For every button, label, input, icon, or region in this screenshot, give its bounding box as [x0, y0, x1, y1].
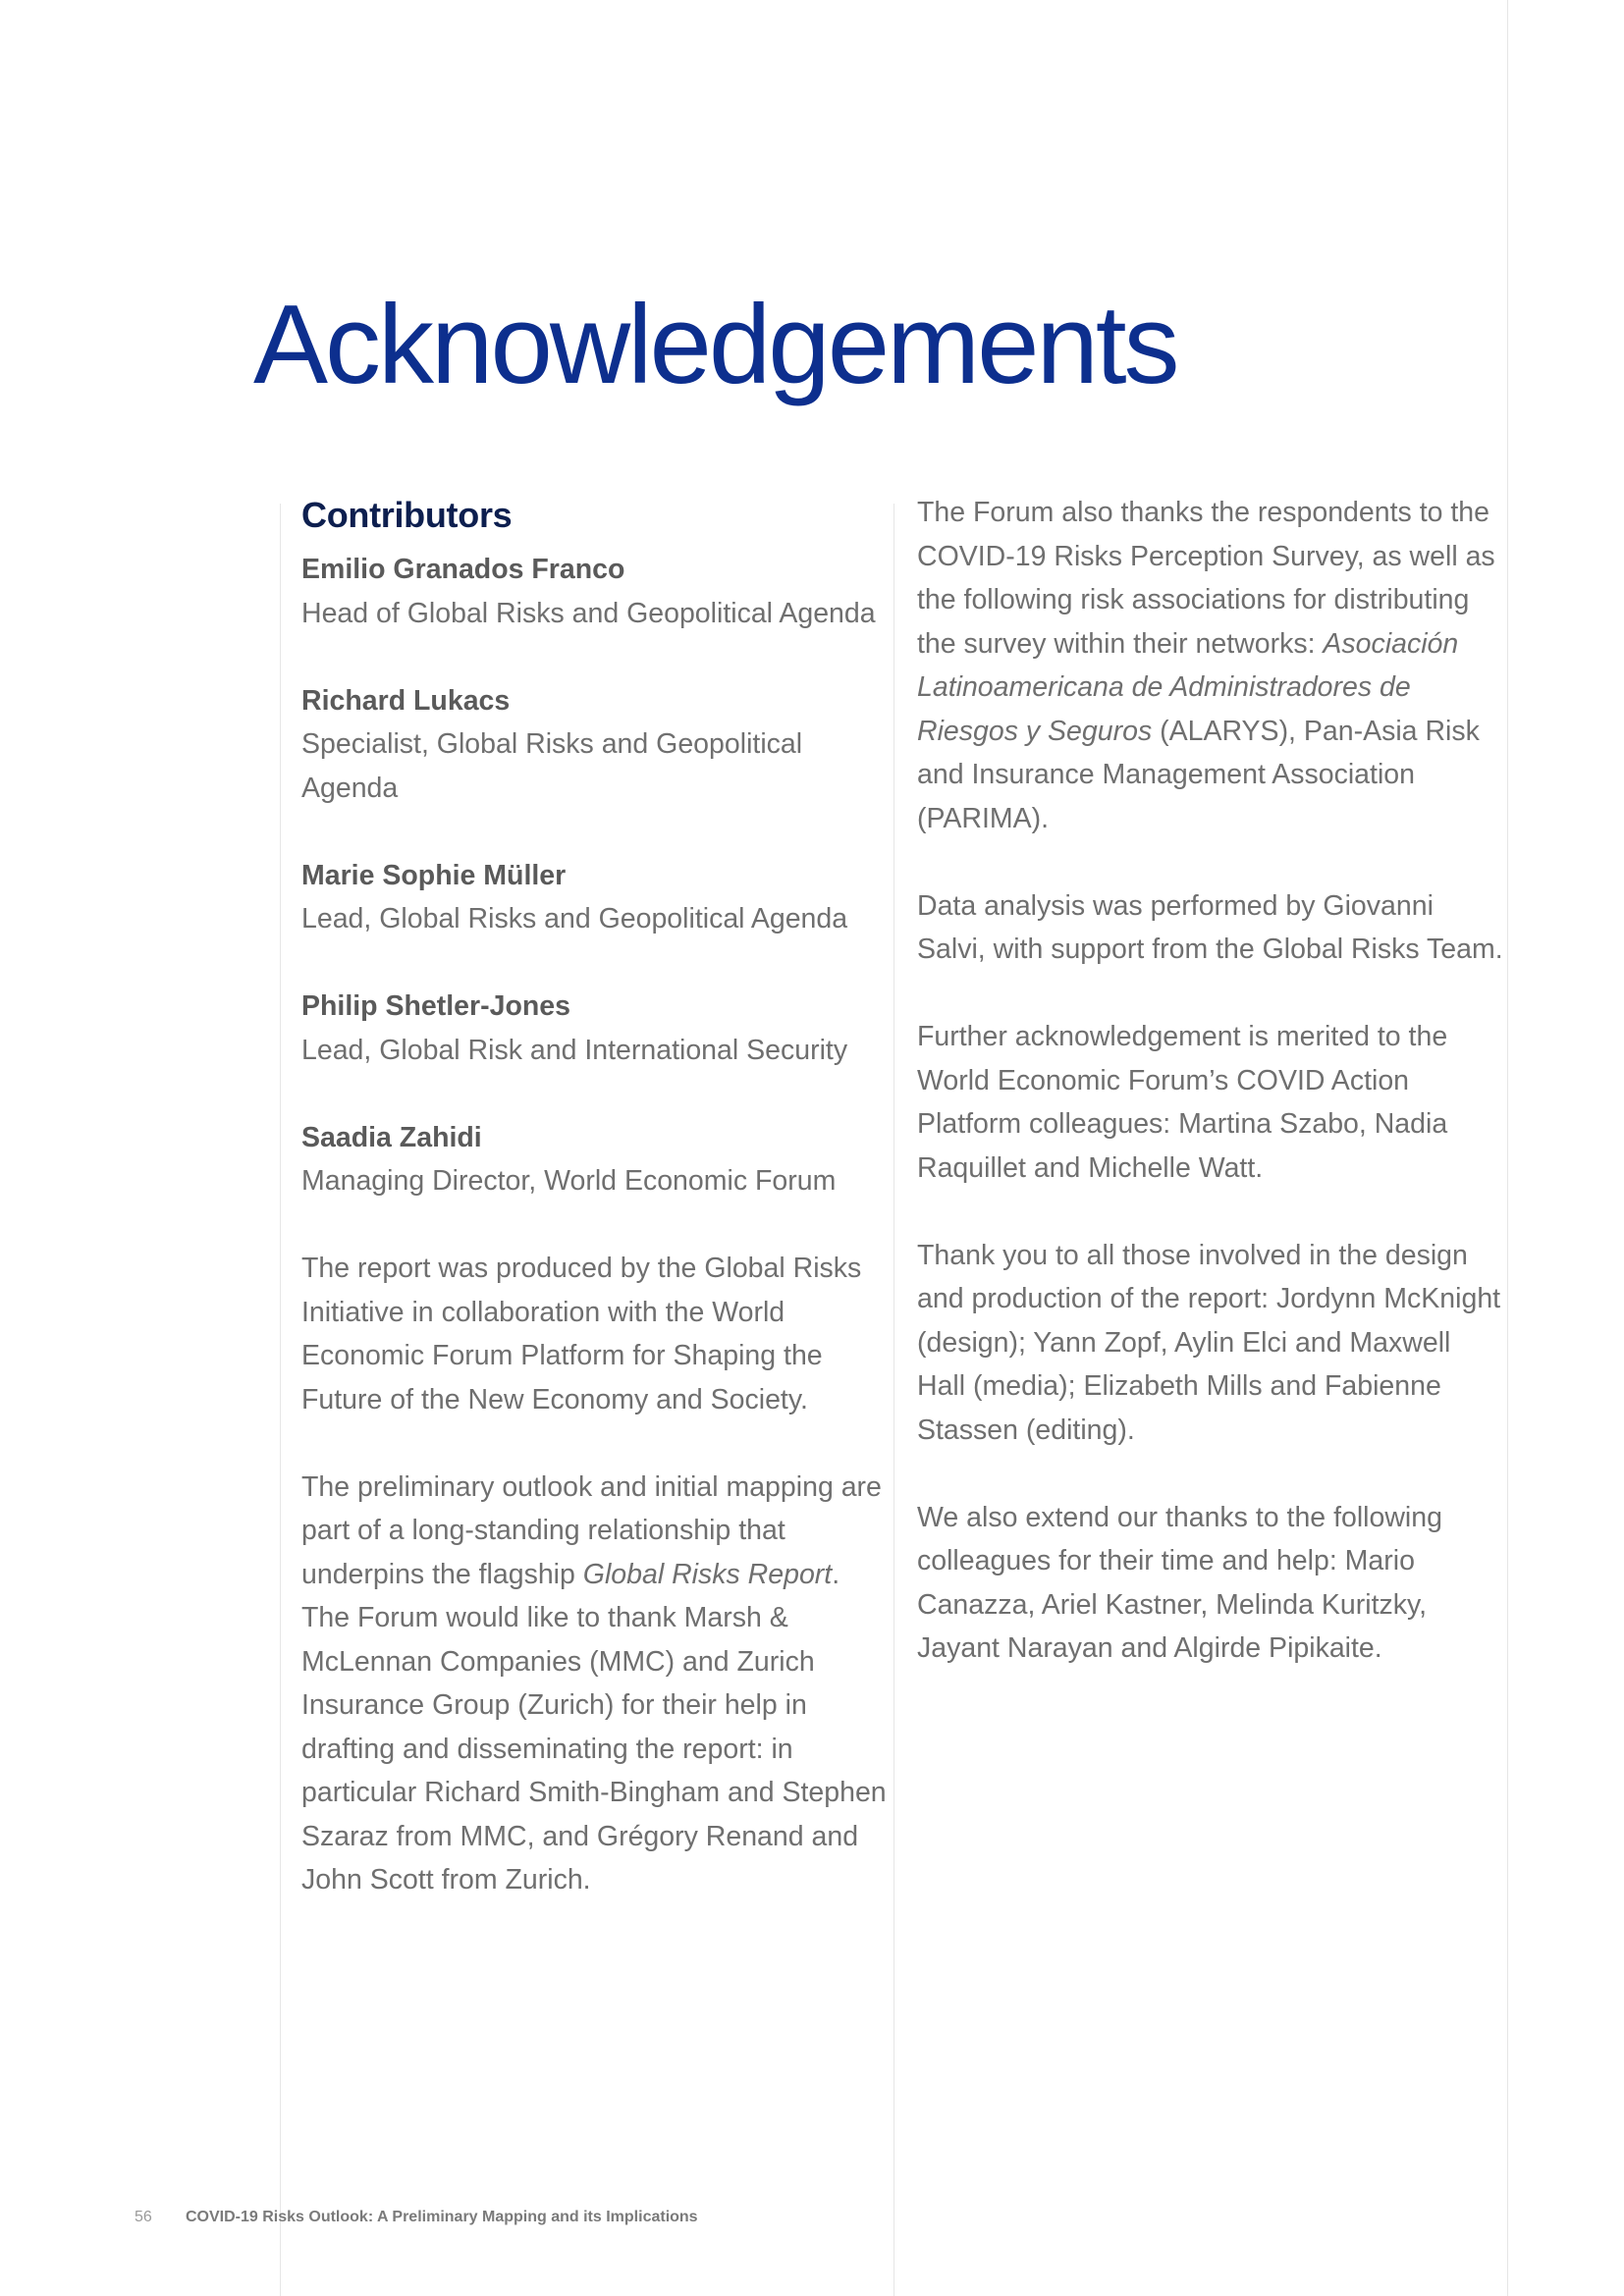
survey-text-end: (ALARYS), Pan-Asia Risk and Insurance Management Association (PARIMA).	[917, 715, 1480, 834]
covid-platform-paragraph: Further acknowledgement is merited to the World Economic Forum’s COVID Action Platform colleagues: Martina Szabo, Nadia Raquillet and Michelle Watt.	[917, 1021, 1448, 1184]
contributor	[301, 985, 891, 1072]
contributor-name: Marie Sophie Müller	[301, 859, 567, 891]
page-footer	[135, 2209, 698, 2226]
contributor	[301, 548, 891, 635]
contributor-role: Head of Global Risks and Geopolitical Agenda	[301, 597, 876, 629]
partners-text-end: . The Forum would like to thank Marsh & McLennan Companies (MMC) and Zurich Insurance Group (Zurich) for their help in drafting and disseminating the report: in particular Richard Smith-Bingham and Stephen Szaraz from MMC, and Grégory Renand and John Scott from Zurich.	[301, 1558, 887, 1896]
right-margin-rule	[1507, 0, 1508, 2296]
partners-text-start: The preliminary outlook and initial mapping are part of a long-standing relationship that underpins the flagship	[301, 1470, 882, 1590]
page-title: Acknowledgements	[253, 283, 1177, 407]
footer-document-title: COVID-19 Risks Outlook: A Preliminary Mapping and its Implications	[186, 2209, 698, 2225]
design-production-paragraph: Thank you to all those involved in the design and production of the report: Jordynn McKnight (design); Yann Zopf, Aylin Elci and Maxwell Hall (media); Elizabeth Mills and Fabienne Stassen (editing).	[917, 1239, 1501, 1446]
contributors-heading: Contributors	[301, 495, 513, 535]
contributor-name: Emilio Granados Franco	[301, 554, 625, 585]
left-column-rule	[280, 504, 281, 2296]
contributor-role: Managing Director, World Economic Forum	[301, 1165, 837, 1197]
partners-paragraph	[301, 1466, 891, 1902]
contributor	[301, 679, 891, 811]
data-analysis-paragraph: Data analysis was performed by Giovanni Salvi, with support from the Global Risks Team.	[917, 889, 1503, 965]
right-column	[917, 491, 1506, 1714]
survey-text-start: The Forum also thanks the respondents to the COVID-19 Risks Perception Survey, as well as the following risk associations for distributing the survey within their networks:	[917, 497, 1495, 660]
contributor	[301, 1116, 891, 1203]
middle-column-rule	[893, 504, 894, 2296]
association-name-italic: Asociación Latinoamericana de Administradores de Riesgos y Seguros	[917, 627, 1459, 747]
contributor-role: Specialist, Global Risks and Geopolitical Agenda	[301, 728, 803, 804]
report-title-italic: Global Risks Report	[582, 1558, 833, 1590]
contributor-role: Lead, Global Risks and Geopolitical Agenda	[301, 903, 848, 934]
colleagues-thanks-paragraph: We also extend our thanks to the following colleagues for their time and help: Mario Canazza, Ariel Kastner, Melinda Kuritzky, Jayant Narayan and Algirde Pipikaite.	[917, 1501, 1442, 1664]
contributor	[301, 854, 891, 941]
contributor-name: Saadia Zahidi	[301, 1121, 482, 1153]
contributor-role: Lead, Global Risk and International Security	[301, 1034, 848, 1066]
page-number: 56	[135, 2209, 152, 2225]
contributor-name: Richard Lukacs	[301, 684, 511, 717]
survey-thanks-paragraph	[917, 491, 1506, 840]
contributor-name: Philip Shetler-Jones	[301, 990, 570, 1022]
report-production-paragraph: The report was produced by the Global Risks Initiative in collaboration with the World Economic Forum Platform for Shaping the Future of the New Economy and Society.	[301, 1253, 862, 1415]
left-column	[301, 491, 891, 1946]
